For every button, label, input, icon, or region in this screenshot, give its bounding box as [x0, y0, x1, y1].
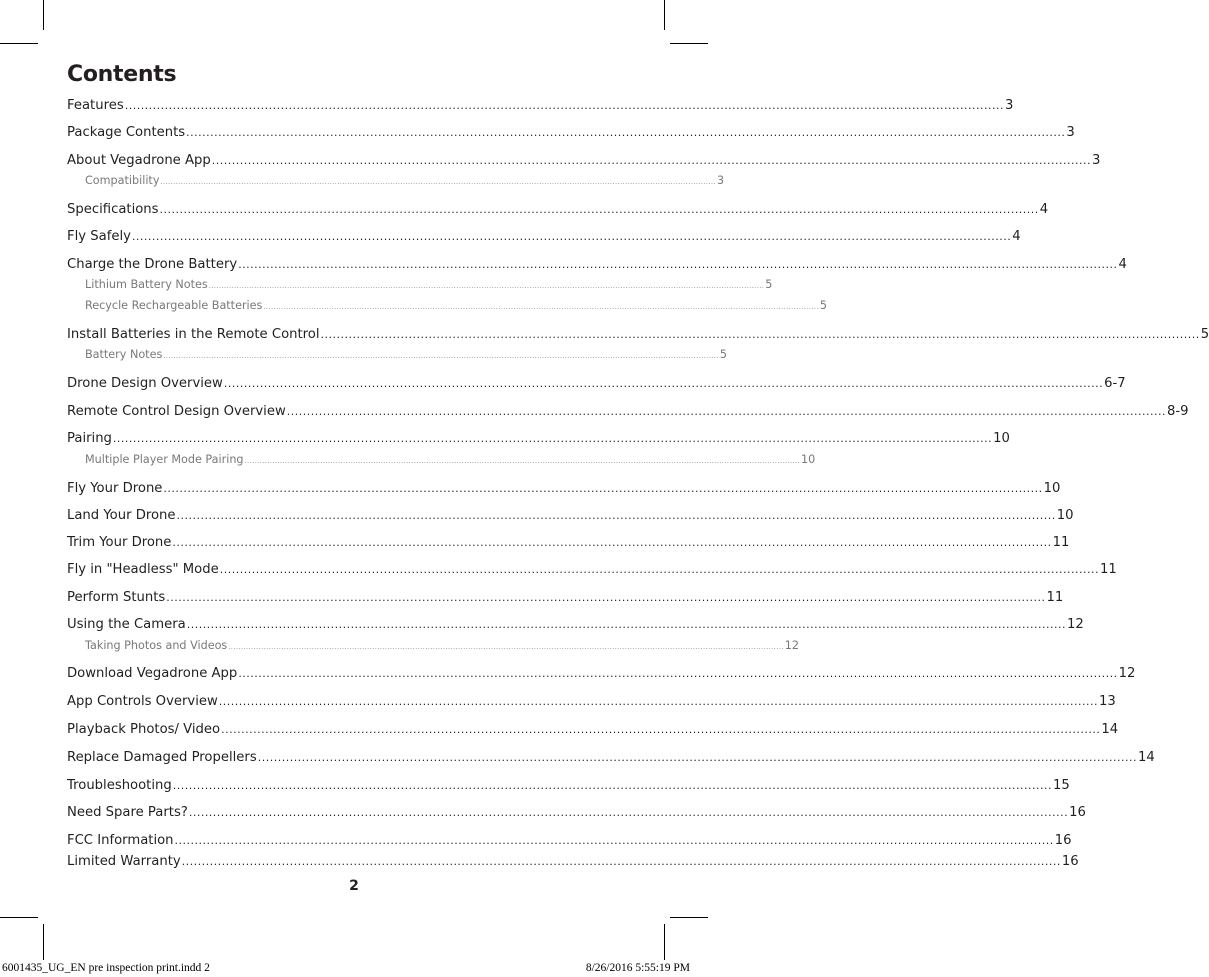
toc-entry-page: 3: [1066, 125, 1075, 140]
toc-entry[interactable]: [67, 229, 1021, 244]
toc-entry-label: Install Batteries in the Remote Control: [67, 327, 320, 342]
toc-entry-label: Troubleshooting: [67, 778, 172, 793]
toc-entry[interactable]: [85, 348, 727, 361]
toc-leader-dots: ............................................................................................................................................................................................................................: [181, 855, 1061, 868]
toc-entry[interactable]: [85, 639, 800, 652]
toc-leader-dots: ............................................................................................................................................................................................................................: [223, 377, 1104, 390]
toc-entry-label: Using the Camera: [67, 617, 186, 632]
toc-leader-dots: ............................................................................................................................................................................................................................: [218, 695, 1099, 708]
toc-entry[interactable]: [67, 694, 1116, 709]
toc-entry[interactable]: [67, 778, 1070, 793]
toc-entry-label: Fly Your Drone: [67, 481, 163, 496]
toc-leader-dots: ............................................................................................................................................................................................................................: [228, 643, 784, 651]
toc-leader-dots: ............................................................................................................................................................................................................................: [188, 806, 1069, 819]
toc-leader-dots: ............................................................................................................................................................................................................................: [219, 563, 1099, 576]
toc-entry-page: 13: [1099, 694, 1116, 709]
toc-entry-page: 12: [784, 639, 800, 652]
toc-leader-dots: ............................................................................................................................................................................................................................: [263, 303, 819, 311]
print-slug-file: 6001435_UG_EN pre inspection print.indd 2: [2, 962, 210, 974]
toc-entry-page: 4: [1118, 257, 1127, 272]
toc-entry-label: Taking Photos and Videos: [85, 639, 228, 652]
toc-entry-label: About Vegadrone App: [67, 153, 211, 168]
toc-entry[interactable]: [67, 404, 1189, 419]
toc-entry-label: Download Vegadrone App: [67, 666, 238, 681]
crop-mark: [0, 917, 38, 918]
toc-entry-label: Replace Damaged Propellers: [67, 750, 257, 765]
toc-entry-label: FCC Information: [67, 833, 174, 848]
toc-entry-label: Lithium Battery Notes: [85, 278, 208, 291]
toc-entry-page: 4: [1012, 229, 1021, 244]
toc-entry[interactable]: [67, 750, 1155, 765]
toc-leader-dots: ............................................................................................................................................................................................................................: [186, 618, 1066, 631]
toc-entry-label: Playback Photos/ Video: [67, 722, 221, 737]
toc-entry-page: 16: [1054, 833, 1072, 848]
toc-entry[interactable]: [67, 508, 1074, 523]
toc-entry[interactable]: [67, 327, 1209, 342]
toc-leader-dots: ............................................................................................................................................................................................................................: [286, 405, 1166, 418]
toc-entry[interactable]: [67, 535, 1070, 550]
toc-leader-dots: ............................................................................................................................................................................................................................: [174, 834, 1054, 847]
toc-entry[interactable]: [67, 125, 1075, 140]
toc-entry-label: Fly Safely: [67, 229, 131, 244]
toc-leader-dots: ............................................................................................................................................................................................................................: [211, 154, 1091, 167]
toc-entry-page: 16: [1061, 854, 1079, 869]
toc-entry-page: 3: [1092, 153, 1101, 168]
toc-leader-dots: ............................................................................................................................................................................................................................: [124, 99, 1004, 112]
toc-entry-label: Package Contents: [67, 125, 186, 140]
toc-leader-dots: ............................................................................................................................................................................................................................: [208, 282, 765, 290]
crop-mark: [664, 0, 665, 30]
toc-entry-page: 4: [1039, 202, 1049, 217]
toc-leader-dots: ............................................................................................................................................................................................................................: [238, 258, 1118, 271]
toc-leader-dots: ............................................................................................................................................................................................................................: [172, 779, 1053, 792]
toc-entry[interactable]: [67, 481, 1061, 496]
toc-entry-page: 11: [1046, 590, 1064, 605]
crop-mark: [670, 917, 708, 918]
toc-entry-label: Specifications: [67, 202, 159, 217]
page-number: 2: [349, 878, 359, 894]
toc-entry-label: App Controls Overview: [67, 694, 218, 709]
toc-leader-dots: ............................................................................................................................................................................................................................: [186, 126, 1066, 139]
toc-entry-page: 5: [719, 348, 727, 361]
toc-entry[interactable]: [67, 590, 1064, 605]
toc-entry[interactable]: [67, 562, 1117, 577]
toc-entry-page: 14: [1137, 750, 1155, 765]
toc-entry-page: 11: [1099, 562, 1117, 577]
toc-leader-dots: ............................................................................................................................................................................................................................: [221, 723, 1101, 736]
toc-leader-dots: ............................................................................................................................................................................................................................: [244, 457, 801, 465]
toc-entry-page: 10: [1056, 508, 1074, 523]
toc-entry-page: 10: [801, 453, 816, 466]
toc-entry-label: Features: [67, 98, 124, 113]
toc-entry-label: Trim Your Drone: [67, 535, 172, 550]
crop-mark: [43, 0, 44, 30]
toc-leader-dots: ............................................................................................................................................................................................................................: [160, 178, 716, 186]
toc-entry-label: Fly in "Headless" Mode: [67, 562, 219, 577]
crop-mark: [670, 43, 708, 44]
toc-entry-label: Charge the Drone Battery: [67, 257, 238, 272]
toc-entry-page: 11: [1052, 535, 1070, 550]
toc-leader-dots: ............................................................................................................................................................................................................................: [112, 432, 993, 445]
toc-entry[interactable]: [67, 666, 1136, 681]
toc-entry-label: Land Your Drone: [67, 508, 176, 523]
toc-entry[interactable]: [85, 453, 816, 466]
toc-entry[interactable]: [67, 257, 1127, 272]
toc-entry-label: Limited Warranty: [67, 854, 181, 869]
toc-leader-dots: ............................................................................................................................................................................................................................: [172, 536, 1052, 549]
toc-leader-dots: ............................................................................................................................................................................................................................: [131, 230, 1012, 243]
toc-entry-page: 12: [1118, 666, 1136, 681]
toc-entry-label: Recycle Rechargeable Batteries: [85, 299, 263, 312]
toc-entry[interactable]: [67, 202, 1049, 217]
toc-leader-dots: ............................................................................................................................................................................................................................: [166, 591, 1046, 604]
toc-entry[interactable]: [67, 98, 1014, 113]
toc-entry-label: Drone Design Overview: [67, 376, 223, 391]
toc-entry-page: 14: [1101, 722, 1119, 737]
toc-leader-dots: ............................................................................................................................................................................................................................: [163, 352, 719, 360]
toc-entry-label: Battery Notes: [85, 348, 163, 361]
toc-entry-label: Multiple Player Mode Pairing: [85, 453, 244, 466]
toc-leader-dots: ............................................................................................................................................................................................................................: [238, 667, 1118, 680]
toc-entry-page: 5: [765, 278, 773, 291]
print-slug-timestamp: 8/26/2016 5:55:19 PM: [585, 962, 690, 974]
toc-entry[interactable]: [67, 805, 1086, 820]
toc-entry-page: 10: [993, 431, 1010, 446]
toc-entry-label: Need Spare Parts?: [67, 805, 188, 820]
toc-entry-page: 12: [1066, 617, 1084, 632]
toc-entry-page: 5: [819, 299, 828, 312]
toc-entry-page: 16: [1069, 805, 1086, 820]
toc-leader-dots: ............................................................................................................................................................................................................................: [159, 203, 1039, 216]
toc-entry[interactable]: [67, 153, 1101, 168]
toc-entry-label: Perform Stunts: [67, 590, 166, 605]
toc-leader-dots: ............................................................................................................................................................................................................................: [320, 328, 1200, 341]
toc-entry-page: 10: [1043, 481, 1061, 496]
toc-entry[interactable]: [67, 617, 1084, 632]
toc-entry[interactable]: [67, 722, 1119, 737]
toc-entry-page: 6-7: [1104, 376, 1126, 391]
crop-mark: [0, 43, 38, 44]
toc-leader-dots: ............................................................................................................................................................................................................................: [257, 751, 1137, 764]
toc-entry-page: 8-9: [1167, 404, 1189, 419]
toc-entry[interactable]: [85, 278, 773, 291]
toc-entry[interactable]: [85, 299, 828, 312]
toc-entry[interactable]: [67, 431, 1010, 446]
toc-entry-label: Compatibility: [85, 174, 160, 187]
toc-entry[interactable]: [85, 174, 725, 187]
toc-entry-page: 15: [1053, 778, 1070, 793]
toc-entry[interactable]: [67, 833, 1072, 848]
toc-entry-page: 3: [1004, 98, 1014, 113]
toc-entry[interactable]: [67, 376, 1126, 391]
crop-mark: [664, 924, 665, 960]
toc-leader-dots: ............................................................................................................................................................................................................................: [163, 482, 1043, 495]
crop-mark: [43, 924, 44, 960]
toc-entry-label: Pairing: [67, 431, 112, 446]
toc-leader-dots: ............................................................................................................................................................................................................................: [176, 509, 1056, 522]
toc-entry-page: 5: [1200, 327, 1209, 342]
contents-title: Contents: [67, 62, 177, 87]
toc-entry[interactable]: [67, 854, 1079, 869]
toc-entry-label: Remote Control Design Overview: [67, 404, 286, 419]
toc-entry-page: 3: [716, 174, 725, 187]
